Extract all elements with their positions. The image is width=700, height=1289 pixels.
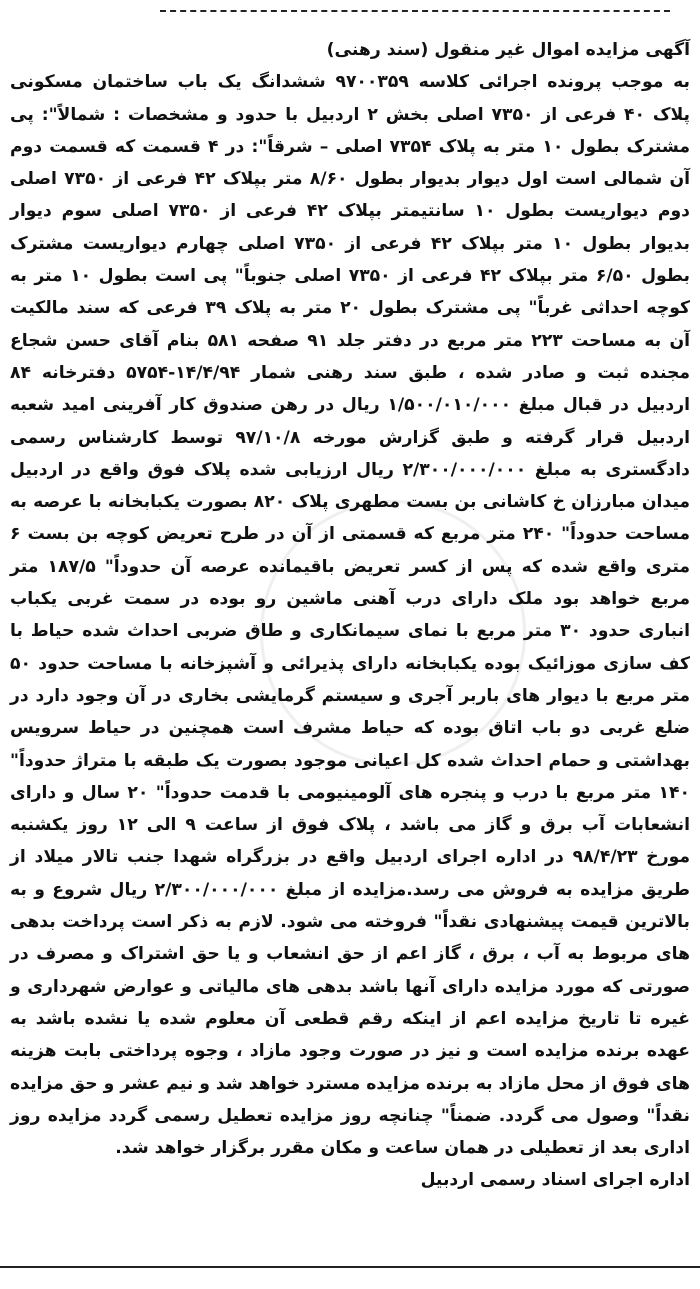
notice-body: به موجب پرونده اجرائی کلاسه ۹۷۰۰۳۵۹ ششدانگ یک باب ساختمان مسکونی پلاک ۴۰ فرعی از ۷۳۵۰ اصلی بخش ۲ اردبیل با حدود و مشخصات : شمالاً": پی مشترک بطول ۱۰ متر به پلاک ۷۳۵۴ اصلی – شرقاً": در ۴ قسمت که قسمت دوم آن شمالی است اول دیوار بدیوار بطول ۸/۶۰ متر بپلاک ۴۲ فرعی از ۷۳۵۰ اصلی دوم دیواریست بطول ۱۰ سانتیمتر بپلاک ۴۲ فرعی از ۷۳۵۰ اصلی سوم دیوار بدیوار بطول ۱۰ متر بپلاک ۴۲ فرعی از ۷۳۵۰ اصلی چهارم دیواریست مشترک بطول ۶/۵۰ متر بپلاک ۴۲ فرعی از ۷۳۵۰ اصلی جنوباً" پی است بطول ۱۰ متر به کوچه احداثی غرباً" پی مشترک بطول ۲۰ متر به پلاک ۳۹ فرعی که سند مالکیت آن به مساحت ۲۲۳ متر مربع در دفتر جلد ۹۱ صفحه ۵۸۱ بنام آقای حسن شجاع مجنده ثبت و صادر شده ، طبق سند رهنی شمار ۱۴/۴/۹۴-۵۷۵۴ دفترخانه ۸۴ اردبیل در قبال مبلغ ۱/۵۰۰/۰۱۰/۰۰۰ ریال در رهن صندوق کار آفرینی امید شعبه اردبیل قرار گرفته و طبق گزارش مورخه ۹۷/۱۰/۸ توسط کارشناس رسمی دادگستری به مبلغ ۲/۳۰۰/۰۰۰/۰۰۰ ریال ارزیابی شده پلاک فوق واقع در اردبیل میدان مبارزان خ کاشانی بن بست مطهری پلاک ۸۲۰ بصورت یکبابخانه با عرصه به مساحت حدوداً" ۲۴۰ متر مربع که قسمتی از آن در طرح تعریض کوچه بن بست ۶ متری واقع شده که پس از کسر تعریض باقیمانده عرصه آن حدوداً" ۱۸۷/۵ متر مربع خواهد بود ملک دارای درب آهنی ماشین رو بوده در سمت غربی یکباب انباری حدود ۳۰ متر مربع با نمای سیمانکاری و طاق ضربی احداث شده حیاط با کف سازی موزائیک بوده یکبابخانه دارای پذیرائی و آشپزخانه با مساحت حدود ۵۰ متر مربع با دیوار های باربر آجری و سیستم گرمایشی بخاری در آن وجود دارد در ضلع غربی دو باب اتاق بوده که حیاط مشرف است همچنین در حیاط سرویس بهداشتی و حمام احداث شده کل اعیانی موجود بصورت یک طبقه با متراژ حدوداً" ۱۴۰ متر مربع با درب و پنجره های آلومینیومی با قدمت حدوداً" ۲۰ سال و دارای انشعابات آب برق و گاز می باشد ، پلاک فوق از ساعت ۹ الی ۱۲ روز یکشنبه مورخ ۹۸/۴/۲۳ در اداره اجرای اردبیل واقع در بزرگراه شهدا جنب تالار میلاد از طریق مزایده به فروش می رسد.مزایده از مبلغ ۲/۳۰۰/۰۰۰/۰۰۰ ریال شروع و به بالاترین قیمت پیشنهادی نقداً" فروخته می شود. لازم به ذکر است پرداخت بدهی های مربوط به آب ، برق ، گاز اعم از حق انشعاب و یا حق اشتراک و مصرف در صورتی که مورد مزایده دارای آنها باشد بدهی های مالیاتی و عوارض شهرداری و غیره تا تاریخ مزایده اعم از اینکه رقم قطعی آن معلوم شده یا نشده باشد به عهده برنده مزایده است و نیز در صورت وجود مازاد ، وجوه پرداختی بابت هزینه های فوق از محل مازاد به برنده مزایده مسترد خواهد شد و نیم عشر و حق مزایده نقداً" وصول می گردد. ضمناً" چنانچه روز مزایده تعطیل رسمی گردد مزایده روز اداری بعد از تعطیلی در همان ساعت و مکان مقرر برگزار خواهد شد. xyxy=(10,72,691,1159)
bottom-separator xyxy=(0,1266,700,1268)
auction-notice xyxy=(10,34,690,1197)
top-dashed-separator xyxy=(160,10,670,12)
notice-title: آگهی مزایده اموال غیر منقول (سند رهنی) xyxy=(326,40,690,60)
notice-signature: اداره اجرای اسناد رسمی اردبیل xyxy=(420,1170,690,1191)
